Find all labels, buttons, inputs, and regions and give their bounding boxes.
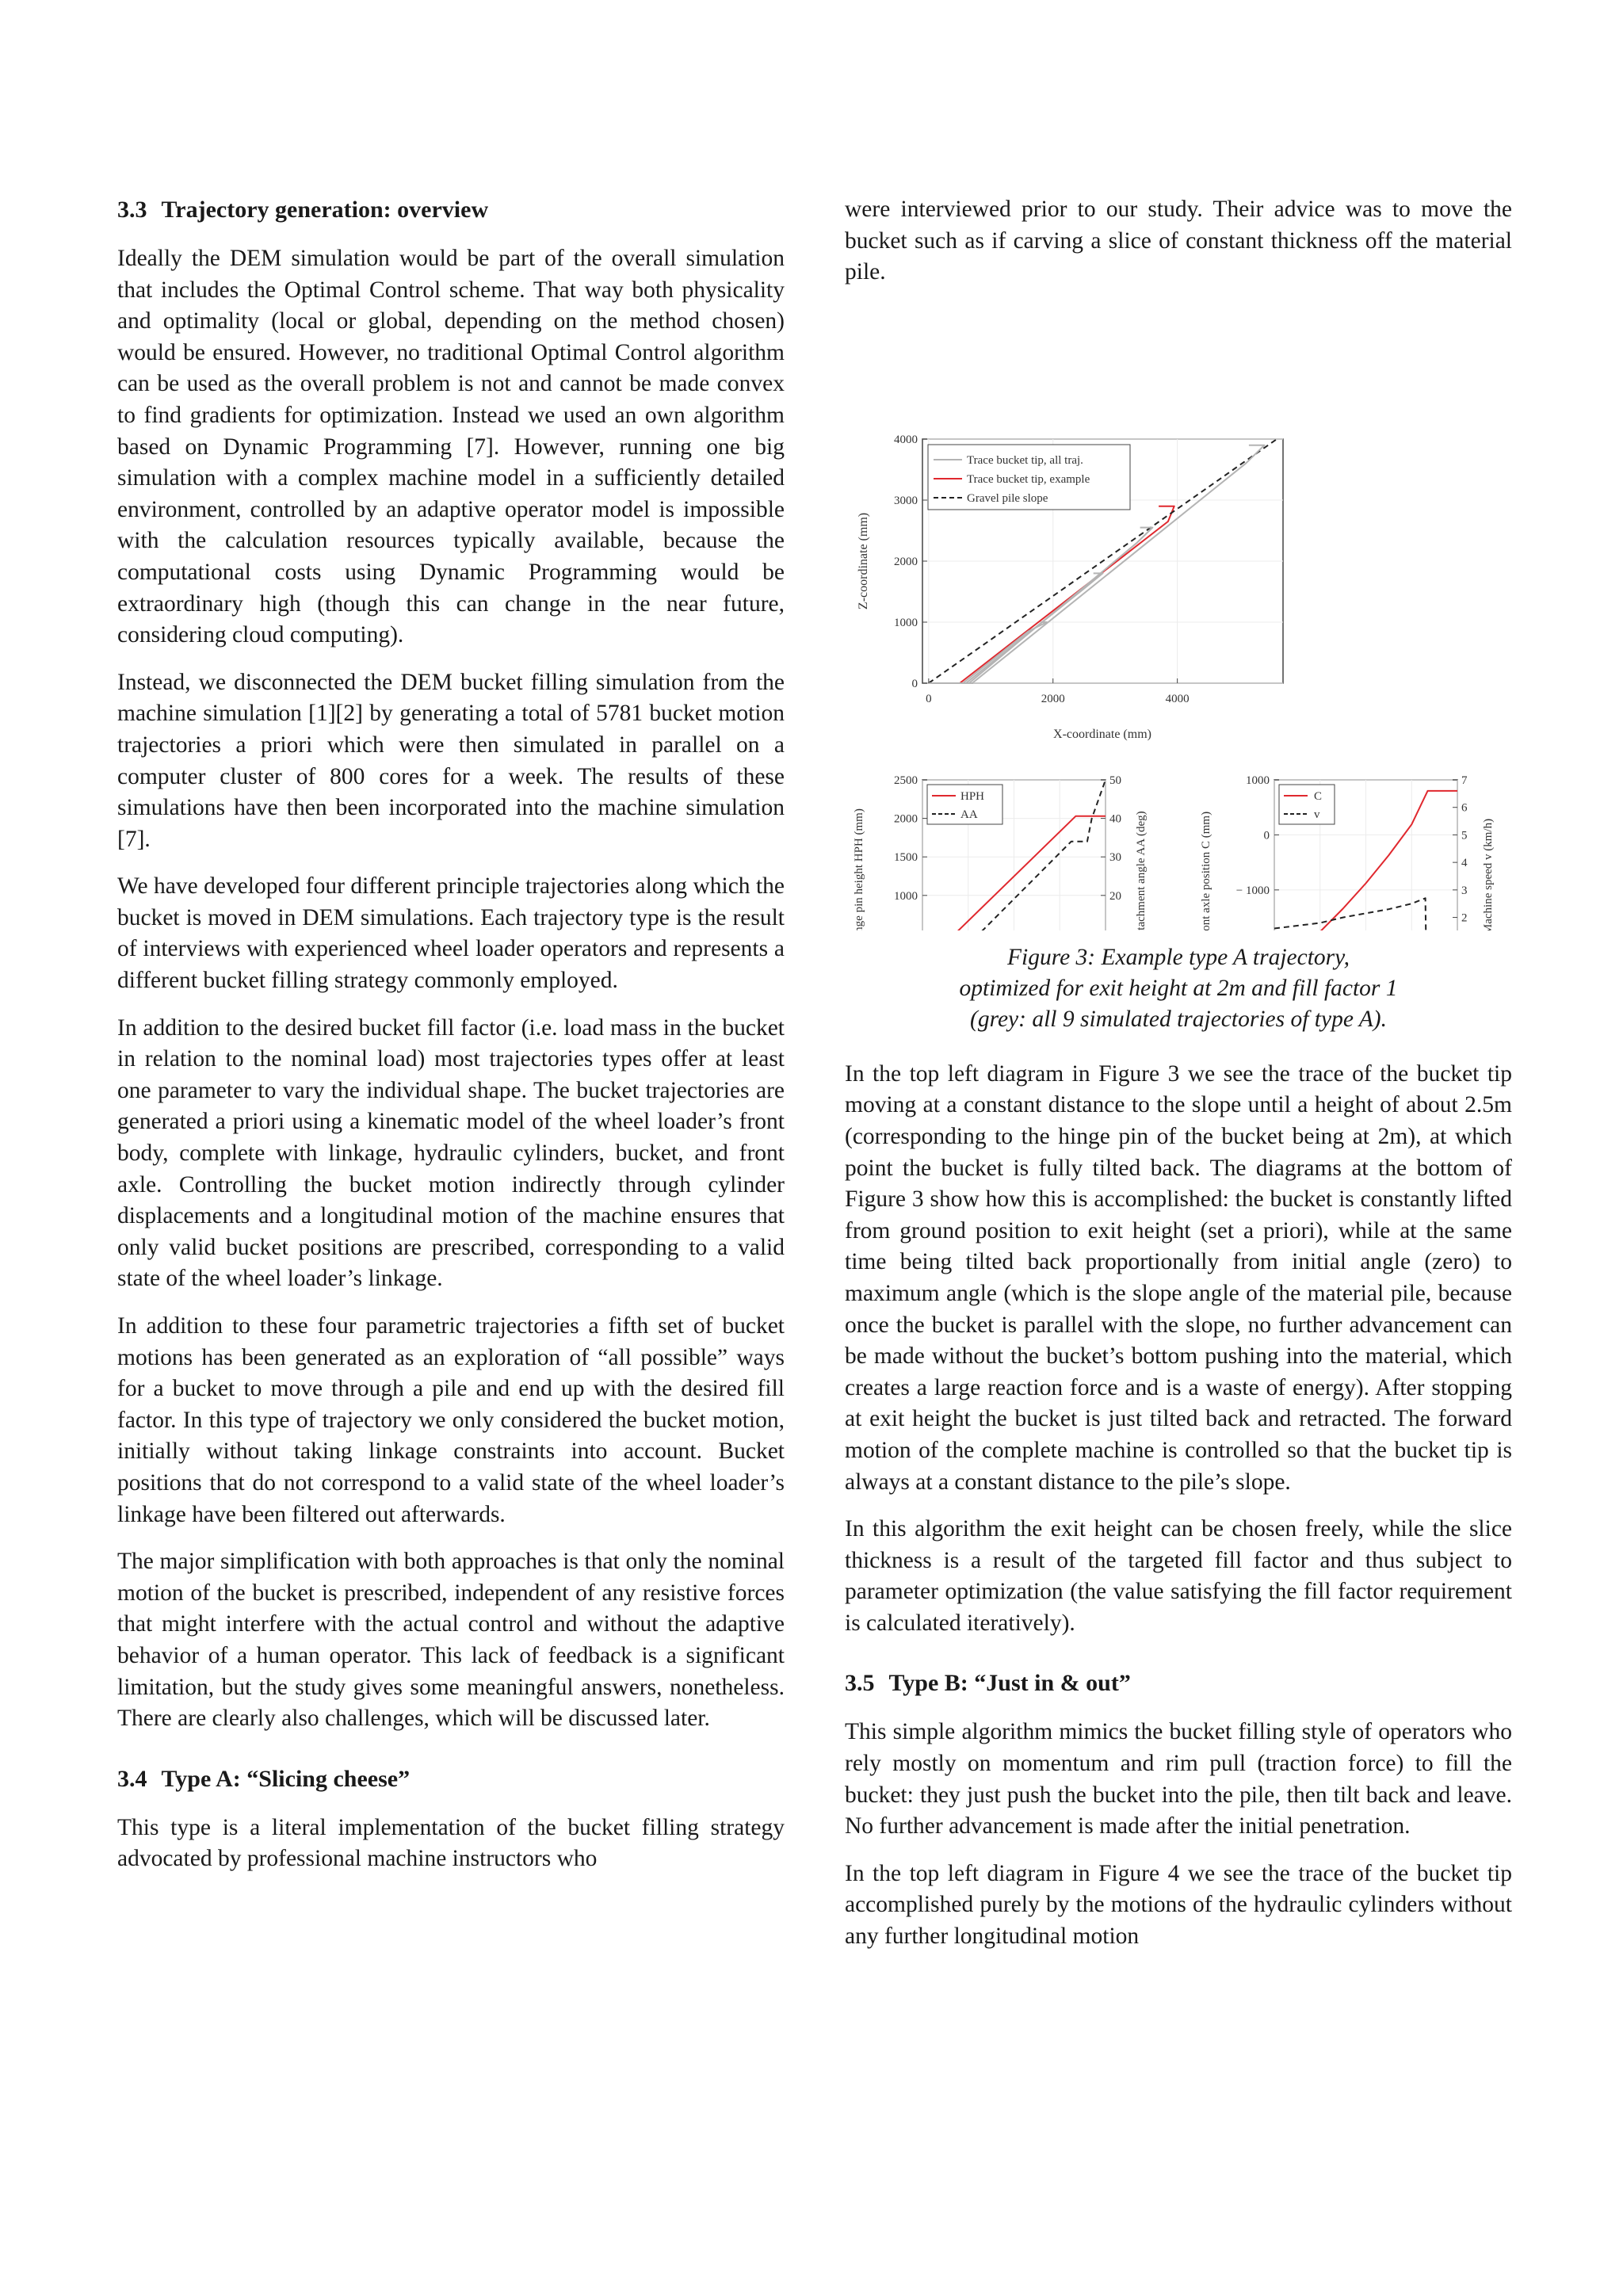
y-right-tick-label: 40	[1109, 812, 1121, 826]
y-tick-label: 1500	[894, 850, 918, 864]
xz-trajectory-chart	[857, 434, 1283, 741]
c-v-chart	[1200, 774, 1495, 930]
legend-label: Trace bucket tip, example	[967, 472, 1090, 486]
figure-3-charts	[845, 304, 1512, 930]
caption-line: (grey: all 9 simulated trajectories of type A).	[970, 1006, 1387, 1032]
paragraph: In the top left diagram in Figure 3 we see the trace of the bucket tip moving at a constant distance to the slope until a height of about 2.5m (corresponding to the hinge pin of the bucket being at 2m), at which point the bucket is fully tilted back. The diagrams at the bottom of Figure 3 show how this is accomplished: the bucket is constantly lifted from ground position to exit height (set a priori), while at the same time being tilted back proportionally from initial angle (zero) to maximum angle (which is the slope angle of the material pile, because once the bucket is parallel with the slope, no further advancement can be made without the bucket’s bottom pushing into the material, which creates a large reaction force and is a waste of energy). After stopping at exit height the bucket is just tilted back and retracted. The forward motion of the complete machine is controlled so that the bucket tip is always at a constant distance to the pile’s slope.	[845, 1060, 1512, 1495]
section-3-3-heading: 3.3 Trajectory generation: overview	[117, 197, 489, 223]
left-column	[117, 194, 785, 1891]
series-line-trace-bucket-tip-example	[929, 506, 1174, 682]
caption-line: Figure 3: Example type A trajectory,	[1006, 944, 1350, 970]
series-line-trace-bucket-tip-all-traj-2	[929, 573, 1103, 683]
paragraph: Ideally the DEM simulation would be part of the overall simulation that includes the Optimal Control scheme. That way both physicality and optimality (local or global, depending on the method chosen) would be ensured. However, no traditional Optimal Control algorithm can be used as the overall problem is not and cannot be made convex to find gradients for optimization. Instead we used an own algorithm based on Dynamic Programming [7]. However, running one big simulation with a complex machine model in a sufficiently detailed environment, controlled by an adaptive operator model is impossible with the calculation resources typically available, because the computational costs using Dynamic Programming would be extraordinary high (though this can change in the near future, considering cloud computing).	[117, 246, 785, 648]
paragraph: Instead, we disconnected the DEM bucket filling simulation from the machine simulation [1][2] by generating a total of 5781 bucket motion trajectories a priori which were then simulated in parallel on a computer cluster of 800 cores for a week. The results of these simulations have then been incorporated into the machine simulation [7].	[117, 669, 785, 852]
legend-label: v	[1314, 808, 1320, 821]
y-tick-label	[900, 928, 918, 930]
paragraph: In this algorithm the exit height can be chosen freely, while the slice thickness is a result of the targeted fill factor and thus subject to parameter optimization (the value satisfying the fill factor requirement is calculated iteratively).	[845, 1516, 1512, 1636]
section-3-4-heading: 3.4 Type A: “Slicing cheese”	[117, 1765, 411, 1792]
y-tick-label: − 1000	[1235, 884, 1270, 897]
y-axis-right-label: Attachment angle AA (deg)	[1135, 811, 1148, 930]
figure-3	[845, 304, 1512, 934]
y-axis-label: Z-coordinate (mm)	[857, 512, 870, 609]
y-axis-label: Hinge pin height HPH (mm)	[853, 808, 865, 930]
legend-label: Trace bucket tip, all traj.	[967, 453, 1083, 467]
paragraph: In addition to the desired bucket fill factor (i.e. load mass in the bucket in relation to the nominal load) most trajectories types offer at least one parameter to vary the individual shape. The bucket trajectories are generated a priori using a kinematic model of the wheel loader’s front body, complete with linkage, hydraulic cylinders, bucket, and front axle. Controlling the bucket motion indirectly through cylinder displacements and a longitudinal motion of the machine ensures that only valid bucket positions are prescribed, corresponding to a valid state of the wheel loader’s linkage.	[117, 1014, 785, 1292]
y-right-tick-label: 50	[1109, 774, 1121, 787]
legend-label: C	[1314, 789, 1323, 803]
legend-box	[1279, 785, 1335, 824]
y-tick-label: 2000	[894, 812, 918, 826]
y-right-tick-label: 20	[1109, 889, 1121, 903]
y-axis-right-label: Machine speed v (km/h)	[1482, 818, 1495, 930]
section-3-5-heading: 3.5 Type B: “Just in & out”	[845, 1670, 1131, 1697]
y-right-tick-label: 2	[1461, 911, 1468, 925]
figure-3-caption	[845, 942, 1512, 1035]
paragraph: were interviewed prior to our study. Their advice was to move the bucket such as if carving a slice of constant thickness off the material pile.	[845, 197, 1512, 285]
legend-label: AA	[960, 808, 978, 821]
y-right-tick-label: 6	[1461, 801, 1468, 815]
x-tick-label: 0	[926, 692, 932, 705]
y-tick-label: 4000	[894, 433, 918, 446]
y-right-tick-label: 5	[1461, 829, 1468, 842]
y-right-tick-label: 3	[1461, 884, 1468, 897]
y-tick-label: 0	[911, 677, 918, 690]
legend-label: Gravel pile slope	[967, 491, 1048, 505]
y-tick-label: 3000	[894, 494, 918, 507]
y-tick-label: 1000	[894, 889, 918, 903]
paragraph: This type is a literal implementation of the bucket filling strategy advocated by professional machine instructors who	[117, 1814, 785, 1872]
paragraph: This simple algorithm mimics the bucket filling style of operators who rely mostly on momentum and rim pull (traction force) to fill the bucket: they just push the bucket into the pile, then tilt back and leave. No further advancement is made after the initial penetration.	[845, 1719, 1512, 1839]
series-line-trace-bucket-tip-all-traj-1	[929, 622, 1047, 683]
y-tick-label: 2000	[894, 555, 918, 568]
x-tick-label: 4000	[1165, 692, 1190, 705]
caption-line: optimized for exit height at 2m and fill factor 1	[959, 975, 1398, 1001]
y-tick-label: 1000	[1246, 774, 1270, 787]
paragraph: In the top left diagram in Figure 4 we see the trace of the bucket tip accomplished purely by the motions of the hydraulic cylinders without any further longitudinal motion	[845, 1860, 1512, 1950]
y-right-tick-label: 7	[1461, 774, 1468, 787]
legend-label: HPH	[960, 789, 985, 803]
x-axis-label: X-coordinate (mm)	[1053, 727, 1151, 741]
y-tick-label: 1000	[894, 616, 918, 629]
y-right-tick-label: 4	[1461, 856, 1468, 869]
right-column	[845, 194, 1512, 1969]
y-axis-label: Front axle position C (mm)	[1200, 811, 1212, 930]
y-right-tick-label	[1109, 928, 1121, 930]
paragraph: We have developed four different principle trajectories along which the bucket is moved in DEM simulations. Each trajectory type is the result of interviews with experienced wheel loader operators and represents a different bucket filling strategy commonly employed.	[117, 873, 785, 994]
hph-aa-chart	[853, 774, 1148, 930]
paragraph: The major simplification with both approaches is that only the nominal motion of the bucket is prescribed, independent of any resistive forces that might interfere with the actual control and without the adaptive behavior of a human operator. This lack of feedback is a significant limitation, but the study gives some meaningful answers, nonetheless. There are clearly also challenges, which will be discussed later.	[117, 1549, 785, 1732]
y-tick-label: 0	[1263, 829, 1270, 842]
x-tick-label: 2000	[1041, 692, 1065, 705]
paragraph: In addition to these four parametric trajectories a fifth set of bucket motions has been generated as an exploration of “all possible” ways for a bucket to move through a pile and end up with the desired fill factor. In this type of trajectory we only considered the bucket motion, initially without taking linkage constraints into account. Bucket positions that do not correspond to a valid state of the wheel loader’s linkage have been filtered out afterwards.	[117, 1313, 785, 1527]
y-right-tick-label: 30	[1109, 850, 1121, 864]
y-tick-label: 2500	[894, 774, 918, 787]
